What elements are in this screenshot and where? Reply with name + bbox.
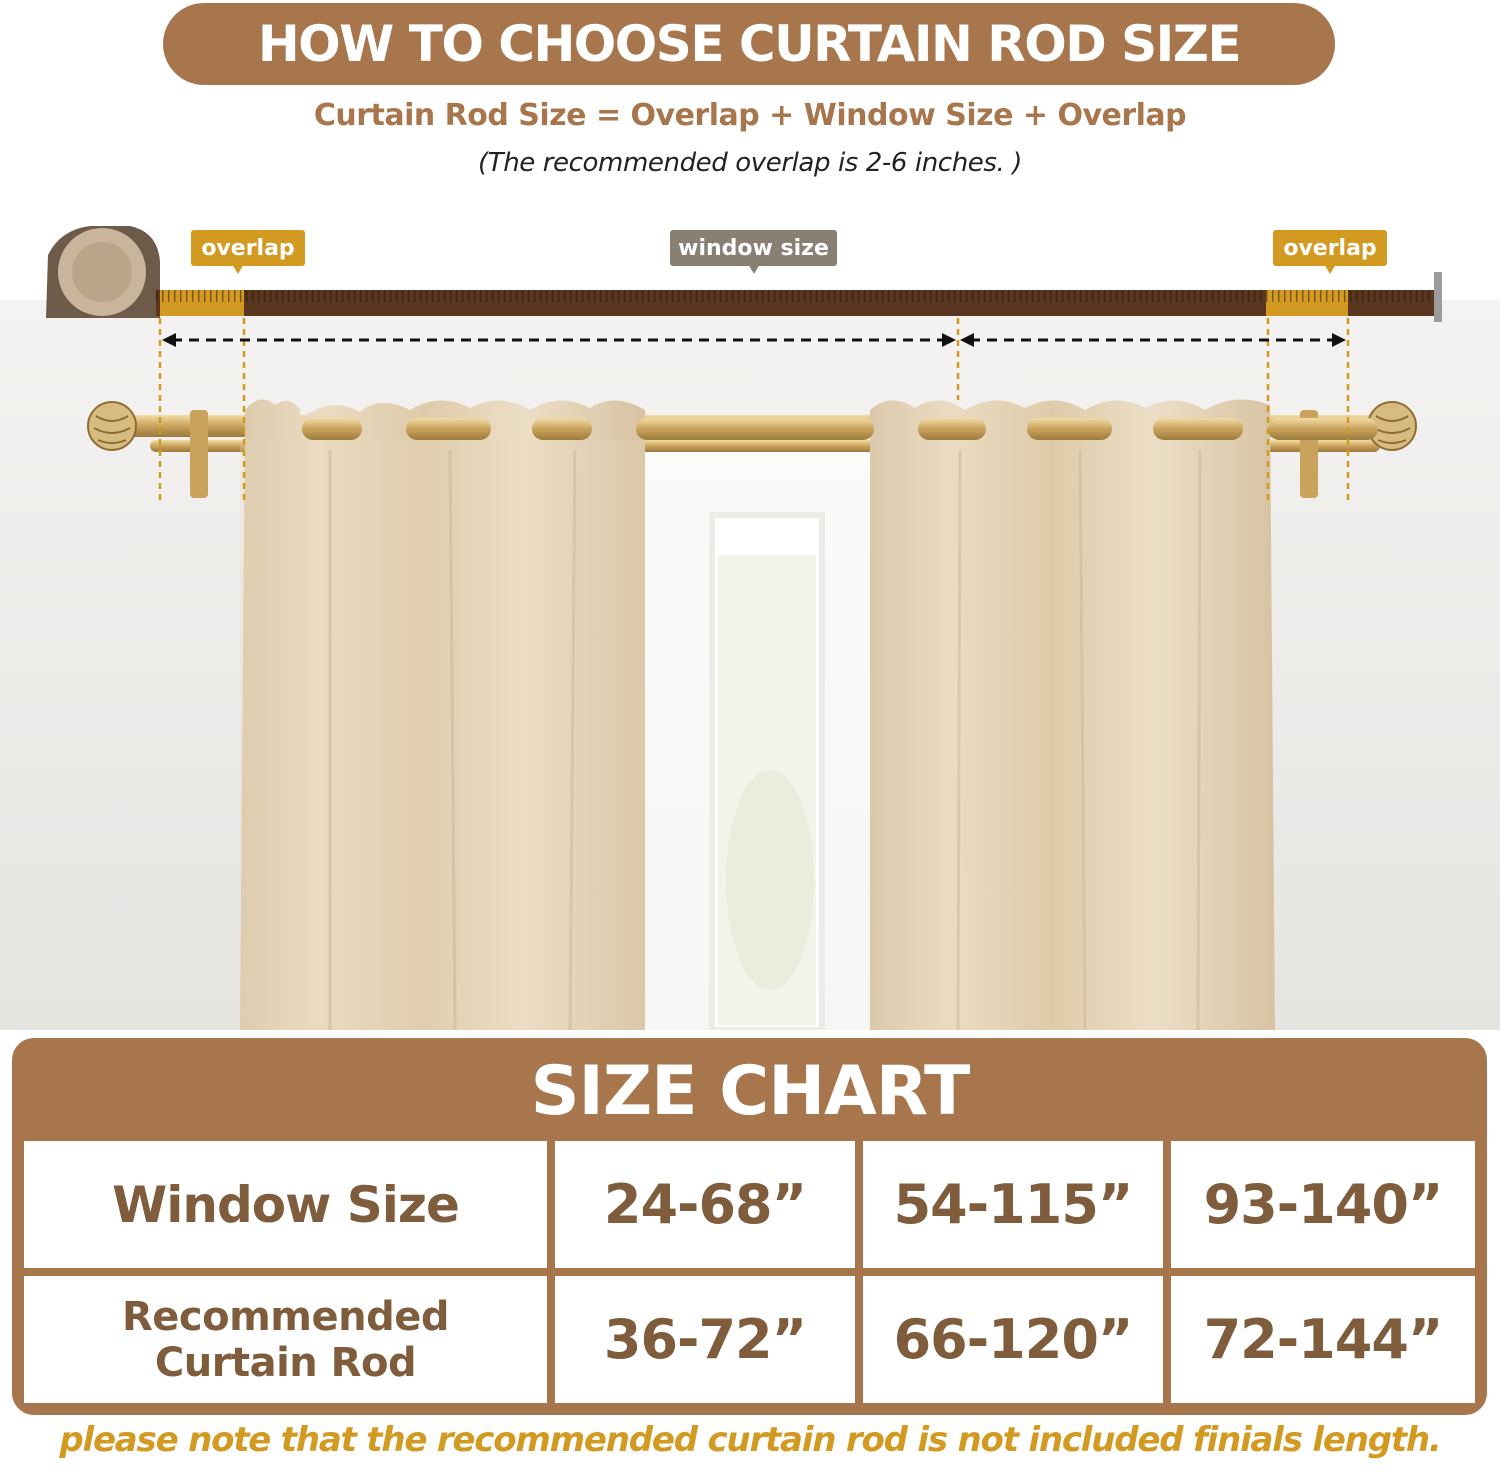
overlap-note: (The recommended overlap is 2-6 inches. ) bbox=[477, 148, 1022, 178]
tape-measure-icon bbox=[46, 226, 160, 318]
window-size-cell: 93-140” bbox=[1171, 1141, 1475, 1268]
size-chart-title: SIZE CHART bbox=[530, 1052, 970, 1131]
formula-text: Curtain Rod Size = Overlap + Window Size + Overlap bbox=[313, 98, 1187, 133]
window-size-label-text: Window Size bbox=[112, 1175, 459, 1234]
window-size-cell: 24-68” bbox=[555, 1141, 855, 1268]
page-title: HOW TO CHOOSE CURTAIN ROD SIZE bbox=[257, 15, 1241, 73]
recommended-label-line2: Curtain Rod bbox=[154, 1339, 417, 1386]
recommended-label-line1: Recommended bbox=[122, 1293, 449, 1340]
rod-size-cell: 66-120” bbox=[863, 1276, 1163, 1403]
window-size-tag: window size bbox=[670, 230, 837, 266]
overlap-right-tag: overlap bbox=[1273, 230, 1387, 266]
grommets bbox=[302, 418, 1378, 440]
rod-size-cell: 72-144” bbox=[1171, 1276, 1475, 1403]
window-size-row-label bbox=[24, 1141, 547, 1268]
rod-size-cell: 36-72” bbox=[555, 1276, 855, 1403]
tape-measure-blade bbox=[156, 272, 1442, 322]
right-curtain-panel bbox=[870, 400, 1275, 1030]
recommended-rod-row-label bbox=[24, 1276, 547, 1403]
overlap-left-tag: overlap bbox=[191, 230, 305, 266]
title-banner bbox=[163, 3, 1335, 85]
window-size-cell: 54-115” bbox=[863, 1141, 1163, 1268]
finials-footnote: please note that the recommended curtain rod is not included finials length. bbox=[59, 1420, 1441, 1460]
left-curtain-panel bbox=[240, 400, 645, 1030]
window bbox=[640, 445, 880, 1030]
